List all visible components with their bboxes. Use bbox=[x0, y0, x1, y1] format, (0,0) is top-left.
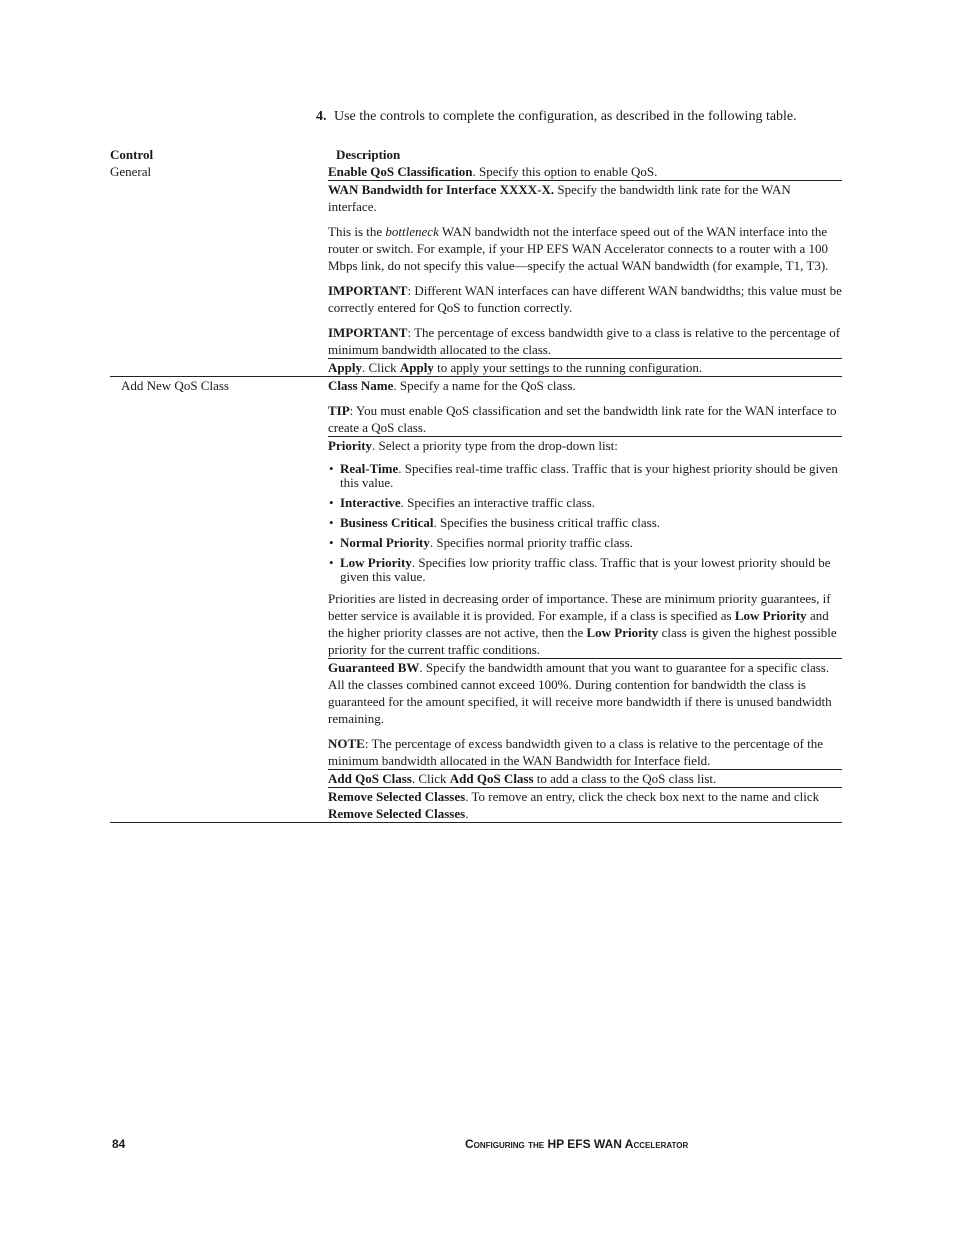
page-number: 84 bbox=[112, 1137, 126, 1151]
step-instruction bbox=[316, 108, 846, 126]
desc-guaranteed-bw: Guaranteed BW. Specify the bandwidth amount that you want to guarantee for a specific class. All the classes combined cannot exceed 100%. During contention for bandwidth the class is guaranteed for the amount specified, it will receive more bandwidth if there is unused bandwidth remaining. NOTE: The percentage of excess bandwidth given to a class is relative to the percentage of the minimum bandwidth allocated in the WAN Bandwidth for Interface field. bbox=[328, 659, 842, 770]
list-item: • Low Priority. Specifies low priority traffic class. Traffic that is your lowest priority should be given this value. bbox=[328, 556, 842, 584]
desc-add-qos-class: Add QoS Class. Click Add QoS Class to add a class to the QoS class list. bbox=[328, 770, 842, 788]
table-header-row bbox=[110, 146, 842, 163]
desc-class-name: Class Name. Specify a name for the QoS class. TIP: You must enable QoS classification and set the bandwidth link rate for the WAN interface to create a QoS class. bbox=[328, 378, 837, 435]
desc-apply: Apply. Click Apply to apply your settings to the running configuration. bbox=[328, 359, 842, 377]
list-item: • Normal Priority. Specifies normal priority traffic class. bbox=[328, 536, 842, 550]
list-item: • Business Critical. Specifies the business critical traffic class. bbox=[328, 516, 842, 530]
header-description: Description bbox=[336, 147, 401, 162]
list-item: • Real-Time. Specifies real-time traffic class. Traffic that is your highest priority should be given this value. bbox=[328, 462, 842, 490]
desc-remove-selected-classes: Remove Selected Classes. To remove an entry, click the check box next to the name and click Remove Selected Classes. bbox=[328, 788, 842, 823]
step-number: 4. bbox=[316, 109, 327, 124]
desc-wan-bandwidth: WAN Bandwidth for Interface XXXX-X. Specify the bandwidth link rate for the WAN interface. This is the bottleneck WAN bandwidth not the interface speed out of the WAN interface into the router or switch. For example, if your HP EFS WAN Accelerator connects to a router with a 100 Mbps link, do not specify this value—specify the actual WAN bandwidth (for example, T1, T3). IMPORTANT: Different WAN interfaces can have different WAN bandwidths; this value must be correctly entered for QoS to function correctly. IMPORTANT: The percentage of excess bandwidth give to a class is relative to the percentage of minimum bandwidth allocated to the class. bbox=[328, 182, 842, 357]
table-row bbox=[110, 163, 842, 181]
running-footer-title: Configuring the HP EFS WAN Accelerator bbox=[465, 1137, 689, 1151]
desc-priority: Priority. Select a priority type from the drop-down list: • Real-Time. Specifies real-time traffic class. Traffic that is your highest priority should be given this value. • Interactive. Specifies an interactive traffic class. • Business Critical. Specifies the business critical traffic class. • Normal Priority. Specifies normal priority traffic class. • Low Priority. Specifies low priority traffic class. Traffic that is your lowest priority should be given this value. Priorities are listed in decreasing order of importance. These are minimum priority guarantees, if better service is available it is provided. For example, if a class is specified as Low Priority and the higher priority classes are not active, then the Low Priority class is given the highest possible priority for the current traffic conditions. bbox=[328, 437, 842, 659]
priority-list bbox=[328, 462, 842, 584]
controls-table bbox=[110, 146, 842, 823]
table-row bbox=[110, 377, 842, 437]
desc-enable-qos: Enable QoS Classification. Specify this option to enable QoS. bbox=[328, 164, 658, 179]
group-general bbox=[110, 163, 842, 377]
header-control: Control bbox=[110, 147, 154, 162]
step-text: Use the controls to complete the configuration, as described in the following table. bbox=[334, 109, 797, 124]
control-general: General bbox=[110, 164, 152, 179]
control-add-new-qos-class: Add New QoS Class bbox=[121, 378, 229, 393]
list-item: • Interactive. Specifies an interactive traffic class. bbox=[328, 496, 842, 510]
group-add-qos-class bbox=[110, 377, 842, 823]
